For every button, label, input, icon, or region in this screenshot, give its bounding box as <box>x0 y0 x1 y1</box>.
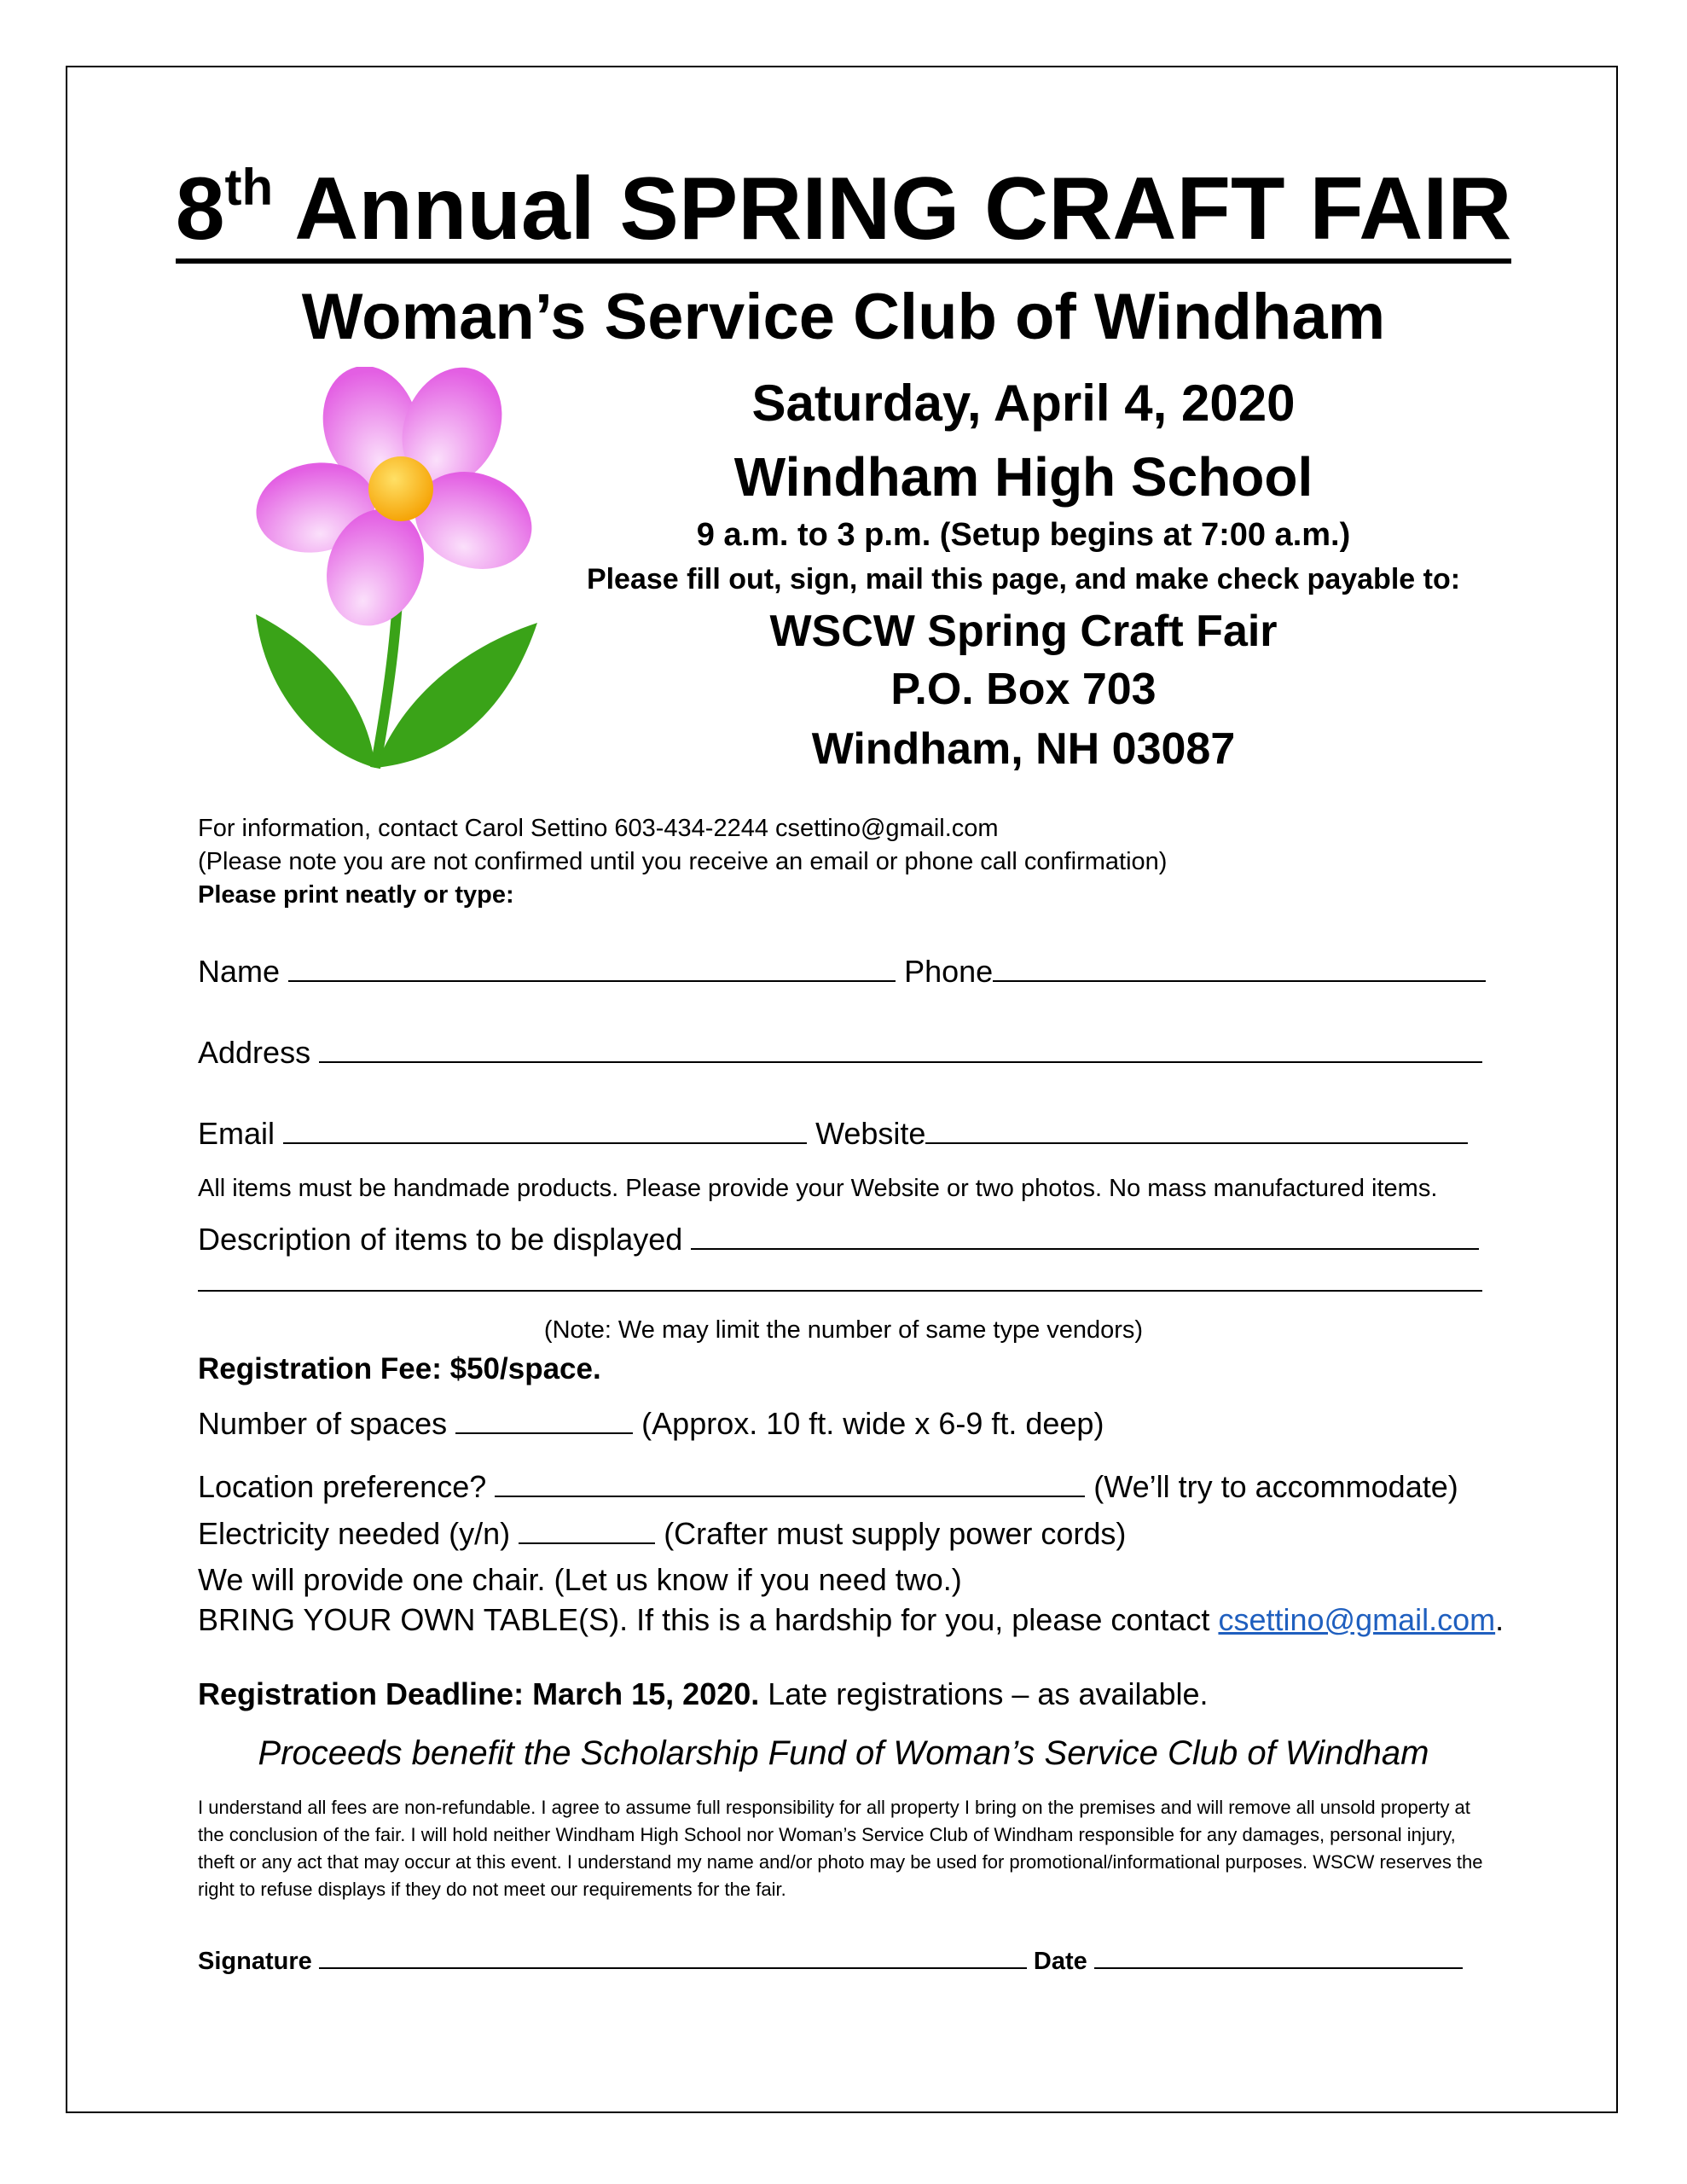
date-input[interactable] <box>1094 1945 1463 1969</box>
payee-city: Windham, NH 03087 <box>811 724 1236 774</box>
spaces-label: Number of spaces <box>198 1406 448 1441</box>
name-label: Name <box>198 954 281 989</box>
name-input[interactable] <box>288 955 896 982</box>
email-row <box>198 1116 1468 1152</box>
location-row <box>198 1469 1458 1505</box>
chair-note: We will provide one chair. (Let us know if you need two.) <box>198 1562 962 1597</box>
deadline-label: Registration Deadline: March 15, 2020. <box>198 1676 760 1711</box>
confirmation-note: (Please note you are not confirmed until you receive an email or phone call confirmation) <box>198 848 1168 875</box>
website-label: Website <box>815 1116 926 1151</box>
date-label: Date <box>1033 1948 1087 1975</box>
mail-instruction: Please fill out, sign, mail this page, and make check payable to: <box>586 563 1461 595</box>
spaces-input[interactable] <box>455 1407 633 1434</box>
signature-label: Signature <box>198 1948 312 1975</box>
liability-disclaimer: I understand all fees are non-refundable. I agree to assume full responsibility for all property I bring on the premises and will remove all unsold property at the conclusion of the fair. I will hold neither Windham High School nor Woman’s Service Club of Windham responsible for any damages, personal injury, theft or any act that may occur at this event. I understand my name and/or photo may be used for promotional/informational purposes. WSCW reserves the right to refuse displays if they do not meet our requirements for the fair. <box>198 1797 1483 1900</box>
phone-input[interactable] <box>993 955 1486 982</box>
location-input[interactable] <box>495 1470 1085 1497</box>
payee-name: WSCW Spring Craft Fair <box>769 607 1278 656</box>
contact-email-link[interactable]: csettino@gmail.com <box>1218 1602 1496 1637</box>
description-input-line-2[interactable] <box>198 1288 1482 1292</box>
deadline-row <box>198 1676 1209 1712</box>
electricity-label: Electricity needed (y/n) <box>198 1516 511 1551</box>
payee-po-box: P.O. Box 703 <box>890 665 1157 714</box>
website-input[interactable] <box>925 1117 1468 1144</box>
electricity-input[interactable] <box>519 1517 655 1544</box>
handmade-note: All items must be handmade products. Please provide your Website or two photos. No mass manufactured items. <box>198 1175 1438 1202</box>
electricity-row <box>198 1516 1126 1552</box>
description-row <box>198 1222 1479 1258</box>
deadline-note: Late registrations – as available. <box>759 1676 1209 1711</box>
description-input[interactable] <box>691 1223 1479 1250</box>
address-label: Address <box>198 1035 311 1070</box>
table-note-period: . <box>1495 1602 1504 1637</box>
event-venue: Windham High School <box>733 446 1313 508</box>
vendor-note: (Note: We may limit the number of same type vendors) <box>543 1316 1144 1344</box>
registration-fee: Registration Fee: $50/space. <box>198 1352 601 1385</box>
page-title: 8th Annual SPRING CRAFT FAIR <box>0 158 1687 264</box>
name-row <box>198 954 1486 990</box>
address-input[interactable] <box>319 1036 1482 1063</box>
signature-input[interactable] <box>319 1945 1027 1969</box>
flower-icon <box>247 367 546 793</box>
spaces-row <box>198 1406 1104 1442</box>
event-date: Saturday, April 4, 2020 <box>751 375 1296 432</box>
email-label: Email <box>198 1116 275 1151</box>
signature-row <box>198 1945 1463 1976</box>
phone-label: Phone <box>904 954 994 989</box>
event-hours: 9 a.m. to 3 p.m. (Setup begins at 7:00 a.m.) <box>696 517 1351 553</box>
contact-info: For information, contact Carol Settino 603-434-2244 csettino@gmail.com <box>198 815 999 842</box>
proceeds-note: Proceeds benefit the Scholarship Fund of Woman’s Service Club of Windham <box>258 1734 1429 1772</box>
print-instruction: Please print neatly or type: <box>198 881 514 909</box>
address-row <box>198 1035 1482 1071</box>
club-name: Woman’s Service Club of Windham <box>301 281 1386 353</box>
table-note-row <box>198 1602 1504 1638</box>
location-label: Location preference? <box>198 1469 487 1504</box>
email-input[interactable] <box>283 1117 807 1144</box>
electricity-note: (Crafter must supply power cords) <box>664 1516 1127 1551</box>
location-note: (We’ll try to accommodate) <box>1093 1469 1458 1504</box>
spaces-note: (Approx. 10 ft. wide x 6-9 ft. deep) <box>641 1406 1104 1441</box>
description-label: Description of items to be displayed <box>198 1222 683 1257</box>
table-note: BRING YOUR OWN TABLE(S). If this is a hardship for you, please contact <box>198 1602 1210 1637</box>
